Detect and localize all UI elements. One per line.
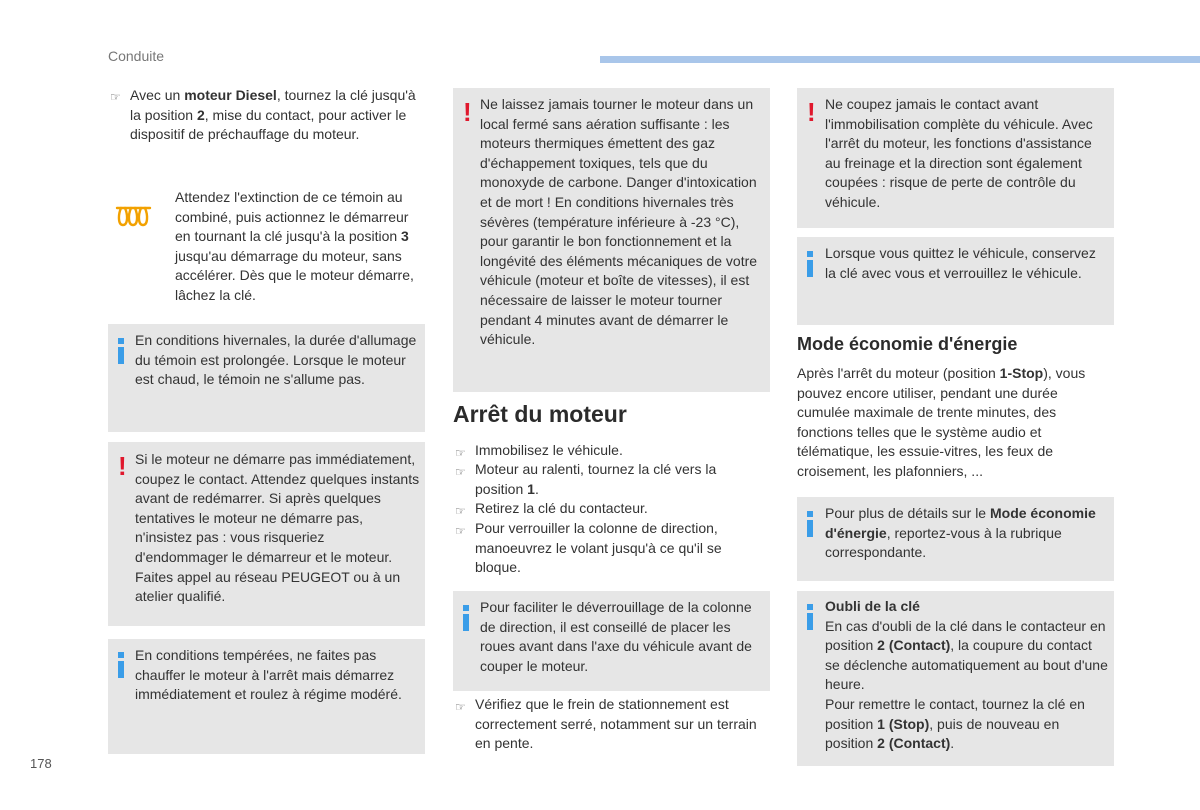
header-bar	[600, 56, 1200, 63]
info-box-temperate	[108, 639, 425, 754]
info-icon	[807, 511, 813, 537]
info-text: Pour plus de détails sur le Mode économie d'énergie, reportez-vous à la rubrique correspondante.	[825, 505, 1096, 561]
hand-pointer-icon: ☞	[455, 524, 466, 538]
info-box-key	[797, 237, 1114, 325]
warning-text: Si le moteur ne démarre pas immédiatement, coupez le contact. Attendez quelques instants avant de redémarrer. Si après quelques tentatives le moteur ne démarre pas, n'insistez pas : vous risqueriez d'endommager le démarreur et le moteur. Faites appel au réseau PEUGEOT ou à un atelier qualifié.	[135, 451, 420, 605]
info-box-steering	[453, 591, 770, 691]
glow-plug-icon	[114, 203, 154, 231]
step-item: Pour verrouiller la colonne de direction, manoeuvrez le volant jusqu'à ce qu'il se bloque.	[475, 520, 722, 576]
info-box-energy-mode	[797, 497, 1114, 581]
step-item: Immobilisez le véhicule.	[475, 442, 623, 458]
info-text: Oubli de la clé En cas d'oubli de la clé dans le contacteur en position 2 (Contact), la coupure du contact se déclenche automatiquement au bout d'une heure. Pour remettre le contact, tournez la clé en position 1 (Stop), puis de nouveau en position 2 (Contact).	[825, 598, 1108, 752]
warning-icon: !	[118, 451, 127, 481]
warning-box-ventilation	[453, 88, 770, 392]
hand-pointer-icon: ☞	[110, 90, 121, 104]
info-icon	[118, 652, 124, 678]
step-item: Moteur au ralenti, tournez la clé vers la position 1.	[475, 461, 717, 497]
energy-mode-paragraph: Après l'arrêt du moteur (position 1-Stop), vous pouvez encore utiliser, pendant une durée cumulée maximale de trente minutes, des fonctions telles que le système audio et télématique, les essuie-vitres, les feux de croisement, les plafonniers, ...	[797, 365, 1086, 479]
hand-pointer-icon: ☞	[455, 446, 466, 460]
section-heading-energy-mode: Mode économie d'énergie	[797, 334, 1018, 354]
warning-text: Ne coupez jamais le contact avant l'immobilisation complète du véhicule. Avec l'arrêt du moteur, les fonctions d'assistance au freinage et la direction sont également coupées : risque de perte de contrôle du véhicule.	[825, 96, 1093, 210]
warning-text: Ne laissez jamais tourner le moteur dans un local fermé sans aération suffisante : les moteurs thermiques émettent des gaz d'échappement toxiques, tels que du monoxyde de carbone. Danger d'intoxication et de mort ! En conditions hivernales très sévères (température inférieure à -23 °C), pour garantir le bon fonctionnement et la longévité des éléments mécaniques de votre véhicule (moteur et boîte de vitesses), il est nécessaire de laisser le moteur tourner pendant 4 minutes avant de démarrer le véhicule.	[480, 96, 758, 348]
info-box-forgotten-key	[797, 591, 1114, 766]
warning-icon: !	[463, 97, 472, 127]
warning-box-no-start	[108, 442, 425, 626]
info-icon	[807, 604, 813, 630]
step-item-parking-brake: Vérifiez que le frein de stationnement est correctement serré, notamment sur un terrain en pente.	[475, 696, 757, 752]
step-item: Retirez la clé du contacteur.	[475, 500, 648, 516]
info-text: Pour faciliter le déverrouillage de la colonne de direction, il est conseillé de placer les roues avant dans l'axe du véhicule avant de couper le moteur.	[480, 599, 752, 674]
info-icon	[463, 605, 469, 631]
info-text: En conditions tempérées, ne faites pas chauffer le moteur à l'arrêt mais démarrez immédiatement et roulez à régime modéré.	[135, 647, 402, 703]
info-icon	[118, 338, 124, 364]
hand-pointer-icon: ☞	[455, 700, 466, 714]
info-text: En conditions hivernales, la durée d'allumage du témoin est prolongée. Lorsque le moteur est chaud, le témoin ne s'allume pas.	[135, 332, 417, 388]
warning-icon: !	[807, 97, 816, 127]
info-title: Oubli de la clé	[825, 598, 920, 614]
diesel-instruction: Avec un moteur Diesel, tournez la clé jusqu'à la position 2, mise du contact, pour activer le dispositif de préchauffage du moteur.	[130, 87, 416, 143]
info-icon	[807, 251, 813, 277]
section-title: Conduite	[108, 48, 165, 64]
glow-plug-instruction: Attendez l'extinction de ce témoin au combiné, puis actionnez le démarreur en tournant la clé jusqu'à la position 3 jusqu'au démarrage du moteur, sans accélérer. Dès que le moteur démarre, lâchez la clé.	[175, 189, 414, 303]
info-text: Lorsque vous quittez le véhicule, conservez la clé avec vous et verrouillez le véhicule.	[825, 245, 1096, 281]
page-number: 178	[30, 756, 52, 771]
hand-pointer-icon: ☞	[455, 504, 466, 518]
section-heading-engine-stop: Arrêt du moteur	[453, 401, 627, 427]
info-box-winter	[108, 324, 425, 432]
hand-pointer-icon: ☞	[455, 465, 466, 479]
warning-box-contact	[797, 88, 1114, 228]
